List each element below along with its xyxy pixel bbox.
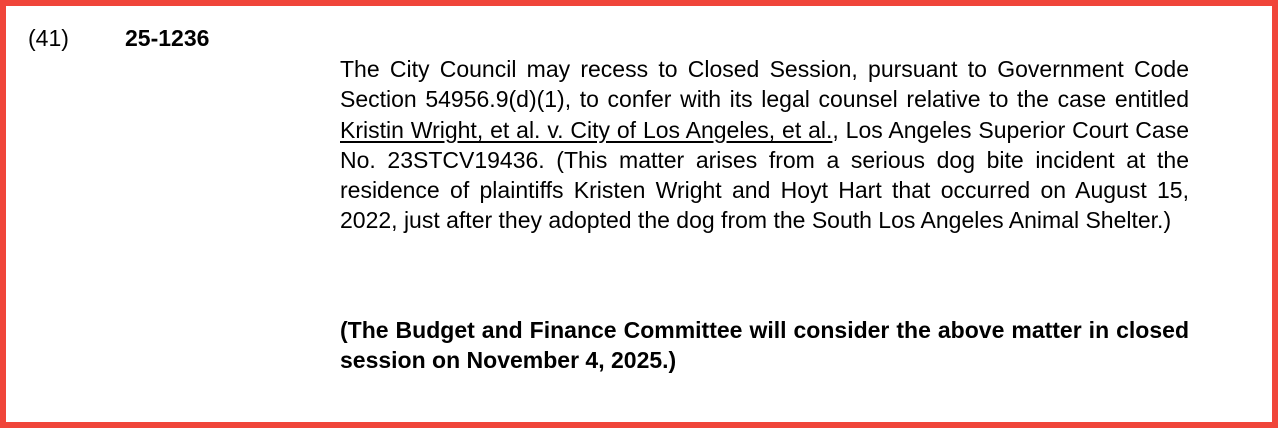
description-text-intro: The City Council may recess to Closed Session, pursuant to Government Code Section 54956.9(d)(1), to confer with its legal counsel relative to the case entitled [340,56,1189,113]
case-name: Kristin Wright, et al. v. City of Los Angeles, et al. [340,116,833,143]
description-text-details: , Los Angeles Superior Court Case No. 23STCV19436. (This matter arises from a serious dog bite incident at the residence of plaintiffs Kristen Wright and Hoyt Hart that occurred on August 15, 2022, just after they adopted the dog from the South Los Angeles Animal Shelter.) [340,116,1189,234]
committee-note: (The Budget and Finance Committee will consider the above matter in closed session on November 4, 2025.) [340,317,1189,374]
council-file-number: 25-1236 [125,25,210,51]
item-description [340,54,1189,236]
item-number: (41) [28,25,69,51]
